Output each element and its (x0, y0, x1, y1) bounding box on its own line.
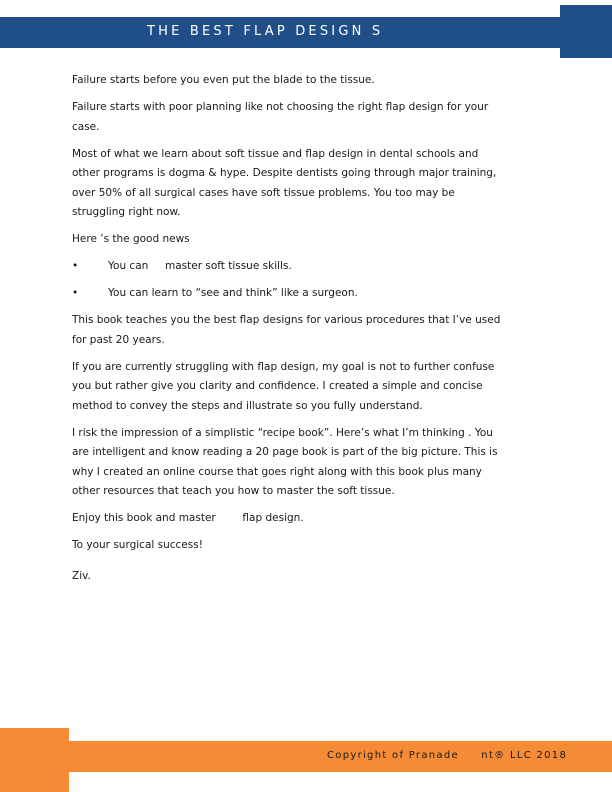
paragraph-9: To your surgical success! (72, 539, 203, 551)
paragraph-2: Failure starts with poor planning like not choosing the right flap design for your case. (72, 101, 489, 133)
bullet-marker: • (72, 260, 79, 272)
paragraph-8: Enjoy this book and master flap design. (72, 512, 304, 524)
paragraph-4: Here ’s the good news (72, 233, 190, 245)
bullet-marker: • (72, 287, 79, 299)
paragraph-5: This book teaches you the best flap designs for various procedures that I’ve used for past 20 years. (72, 314, 501, 346)
list-item (72, 257, 542, 277)
page-title: THE BEST FLAP DESIGN S (147, 24, 384, 39)
signature: Ziv. (72, 570, 91, 582)
header-accent-block (560, 5, 612, 58)
paragraph-1: Failure starts before you even put the blade to the tissue. (72, 74, 375, 86)
list-item-text: You can master soft tissue skills. (108, 260, 292, 272)
paragraph-7: I risk the impression of a simplistic “recipe book”. Here’s what I’m thinking . You are intelligent and know reading a 20 page book is part of the big picture. This is why I created an online course that goes right along with this book plus many other resources that teach you how to master the soft tissue. (72, 426, 498, 497)
body-content (72, 71, 542, 563)
paragraph-3: Most of what we learn about soft tissue and flap design in dental schools and other programs is dogma & hype. Despite dentists going through major training, over 50% of all surgical cases have soft tissue problems. You too may be struggling right now. (72, 147, 497, 218)
list-item-text: You can learn to “see and think” like a surgeon. (108, 287, 358, 299)
list-item (72, 284, 542, 304)
paragraph-6: If you are currently struggling with flap design, my goal is not to further confuse you but rather give you clarity and confidence. I created a simple and concise method to convey the steps and illustrate so you fully understand. (72, 360, 495, 412)
copyright-text: Copyright of Pranade nt® LLC 2018 (327, 750, 568, 761)
